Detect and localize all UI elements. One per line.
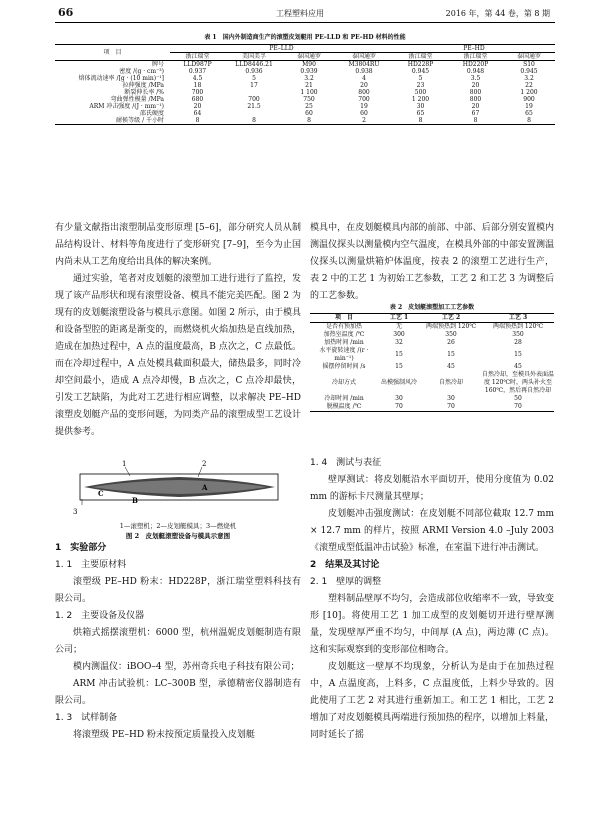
table1-cell: HD228P [407,61,434,68]
table1-cell: 20 [193,103,202,110]
page-number: 66 [58,6,74,19]
table1-cell: 65 [525,110,533,117]
table1-row [55,75,555,82]
table1-cell: 4.5 [192,75,203,82]
table1-cell: 0.939 [300,68,318,75]
table1-cell: 700 [248,96,260,103]
table1-cell: 800 [469,96,482,103]
table1 [55,44,555,125]
table1-cell [225,110,283,117]
table1-cell: M3804RU [348,61,380,68]
table1-cell: 8 [283,117,335,125]
table1-property: 熔体流动速率 /[g · (10 min)⁻¹] [78,75,164,82]
table1-cell: 20 [471,103,480,110]
table1-cell: 17 [250,82,258,89]
table1-row [55,117,555,125]
table1-cell: 2 [335,117,393,125]
table2-cell: 26 [447,339,455,346]
table2-cell: 50 [514,395,522,402]
table1-maker: 泰国通罗 [503,53,555,61]
table1-cell: 19 [525,103,533,110]
table1-caption: 表 1 国内外制造商生产的滚塑皮划艇用 PE–LLD 和 PE–HD 材料的性能 [204,34,406,41]
table1-cell: 30 [416,103,425,110]
table1-property: 密度 /(g · cm⁻³) [119,68,164,75]
table2 [310,313,554,412]
table2-cell: 冷却时间 /min [324,395,364,402]
journal-title: 工程塑料应用 [276,9,324,18]
table1-cell: 0.937 [188,68,207,75]
table1-property: 邵氏硬度 [139,110,164,117]
leader-line-1 [125,467,130,476]
table1-group-hd: PE–HD [393,45,555,53]
table1-item-header: 项 目 [55,45,170,61]
table1-cell: 1 100 [300,89,318,96]
table2-header: 工艺 1 [378,314,420,323]
table2-cell: 350 [512,331,524,338]
thickness-test-text: 壁厚测试：将皮划艇沿水平面切开，使用分度值为 0.02 mm 的游标卡尺测量其壁厚； [310,475,554,502]
equipment-2: 模内测温仪：iBOO–4 型，苏州奇兵电子科技有限公司； [73,662,300,672]
table1-cell: 0.936 [245,68,263,75]
table1-cell: 0.945 [411,68,430,75]
table1-cell: 25 [305,103,313,110]
point-c-label: C [98,489,104,498]
table1-cell: 64 [193,110,202,117]
table1-cell: 23 [416,82,425,89]
table2-cell: 15 [447,351,455,358]
table1-cell: 60 [360,110,368,117]
table1-cell: HD220P [462,61,489,68]
table1-cell: 8 [393,117,448,125]
table2-cell: 两端预热到 120℃ [492,323,544,330]
table1-cell: 3.5 [470,75,481,82]
table1-property: 弯曲弹性模量 /MPa [110,96,164,103]
table2-cell: 30 [447,395,455,402]
table2-row [310,371,554,395]
table1-maker: 浙江瑞堂 [393,53,448,61]
table1-cell: S10 [523,61,535,68]
table1-property: 拉伸强度 /MPa [122,82,164,89]
material-text: 滚塑级 PE–HD 粉末：HD228P，浙江瑞堂塑料科技有限公司。 [55,577,301,604]
table1-cell: 0.945 [520,68,538,75]
equipment-3: ARM 冲击试验机：LC–300B 型，承德精密仪器制造有限公司。 [55,679,301,706]
table1-cell: 0.948 [466,68,485,75]
table2-cell: 70 [420,403,482,412]
results-paragraph-1: 塑料制品壁厚不均匀，会造成部位收缩率不一致，导致变形 [10]。将使用工艺 1 加工成型的皮划艇切开进行壁厚测量，发现壁厚严重不均匀，中间厚 (A 点)，两边薄 (C 点)。这和实际观察到的变形部位相吻合。 [310,594,554,655]
section2-heading: 2 结果及其讨论 [310,560,380,570]
table2-cell: 出模强制风冷 [380,379,417,386]
table2-cell: 28 [514,339,522,346]
table1-maker: 泰国通罗 [283,53,335,61]
right-column-bottom [310,455,554,744]
table1-cell: 680 [191,96,204,103]
table1-row [55,82,555,89]
section21-heading: 2. 1 壁厚的调整 [310,577,382,587]
table1-cell: 3.2 [304,75,314,82]
table1-row [55,61,555,69]
header-rule [55,22,555,23]
table2-cell: 15 [514,351,522,358]
figure-label-3: 3 [73,508,78,516]
table1-cell: 1 200 [411,96,430,103]
right-column-top [310,220,554,305]
table1-cell: LLD8446.21 [235,61,273,68]
table2-cell: 无 [395,323,402,330]
table2-row [310,347,554,363]
table1-cell: M90 [302,61,316,68]
table1-cell: 800 [358,89,370,96]
table2-cell: 350 [445,331,457,338]
figure-label-2: 2 [202,460,207,468]
table1-property: 耐候等级 / 千小时 [55,117,170,125]
table2-cell: 加热时间 /min [324,339,364,346]
table1-cell: 3.2 [524,75,534,82]
figure-label-1: 1 [122,460,127,468]
table2-caption: 表 2 皮划艇滚塑加工工艺参数 [389,304,475,311]
table2-header: 项 目 [310,314,378,323]
section14-heading: 1. 4 测试与表征 [310,458,382,468]
table1-cell: 20 [360,82,368,89]
table1-cell: 8 [503,117,555,125]
table2-cell: 自然冷却 [438,379,463,386]
table1-cell [225,89,283,96]
table1-cell: 750 [303,96,315,103]
table2-cell: 是否有预加热 [325,323,362,330]
leader-line-2 [198,467,202,477]
table2-row [310,395,554,403]
table1-maker: 美国美孚 [225,53,283,61]
section13-heading: 1. 3 试样制备 [55,713,118,723]
table1-cell: 8 [170,117,225,125]
table1-row [55,103,555,110]
table1-row [55,96,555,103]
table2-header-row [310,314,554,323]
table1-cell: 20 [471,82,480,89]
sample-prep-text: 将滚塑级 PE–HD 粉末按预定质量投入皮划艇 [73,730,255,740]
table1-cell: LLD987P [183,61,212,68]
issue-info: 2016 年，第 44 卷，第 8 期 [445,9,550,18]
table1-cell: 65 [416,110,425,117]
point-b-label: B [132,496,138,505]
table1-cell: 5 [252,75,256,82]
table2-cell: 水平旋转速度 /(r · min⁻¹) [319,347,369,362]
table2-row [310,363,554,371]
table1-cell: 700 [358,96,370,103]
figure2-diagram [70,458,285,520]
section12-heading: 1. 2 主要设备及仪器 [55,611,145,621]
table2-cell: 70 [482,403,554,412]
table1-cell: 4 [362,75,366,82]
method-paragraph: 通过实验，笔者对皮划艇的滚塑加工进行进行了监控，发现了该产品形状和现有滚塑设备、模具不能完美匹配。图 2 为现有的皮划艇滚塑设备与模具示意图。如图 2 所示，由于模具和设备型腔的距离是渐变的，而燃烧机火焰加热是直线加热，造成在加热过程中，A 点的温度最高，B 点次之，C 点最低。而在冷却过程中，A 点处模具截面积最大，储热最多，同时冷却空间最小，造成 A 点冷却慢，B 点次之，C 点冷却最快，引发工艺缺陷，为此对工艺进行相应调整，以求解决 PE–HD 滚塑皮划艇产品的变形问题，为同类产品的滚塑成型工艺设计提供参考。 [55,274,301,437]
equipment-1: 烘箱式摇摆滚塑机：6000 型，杭州温妮皮划艇制造有限公司； [55,628,301,655]
table2-row [310,331,554,339]
results-paragraph-2: 皮划艇这一壁厚不均现象，分析认为是由于在加热过程中，A 点温度高，上料多，C 点温度低，上料少导致的。因此使用了工艺 2 对其进行重新加工。和工艺 1 相比，工艺 2 增加了对皮划艇模具两端进行预加热的程序，以增加上料量，同时延长了摇 [310,662,554,740]
section11-heading: 1. 1 主要原材料 [55,560,127,570]
section1-heading: 1 实验部分 [55,543,107,553]
table1-cell: 900 [523,96,535,103]
point-a-label: A [202,483,208,492]
table2-cell: 300 [393,331,405,338]
table2-cell: 冷却方式 [331,379,356,386]
table1-cell: 67 [471,110,480,117]
table1-cell: 60 [305,110,313,117]
table2-cell: 15 [395,363,403,370]
table2-cell: 45 [447,363,455,370]
table1-cell: 22 [525,82,533,89]
table2-cell: 70 [378,403,420,412]
table1-maker: 浙江瑞堂 [170,53,225,61]
table2-row [310,339,554,347]
table1-cell: 19 [360,103,368,110]
experimental-section [55,540,301,744]
table2-cell: 32 [395,339,403,346]
table2-row [310,403,554,412]
table1-row [55,89,555,96]
table1-cell: 8 [225,117,283,125]
table1-cell: 800 [469,89,482,96]
table2-cell: 摇摆停留时间 /s [322,363,366,370]
table1-row [55,110,555,117]
table1-cell: 21.5 [247,103,261,110]
table2-cell: 加热室温度 /℃ [323,331,365,338]
table2-cell: 15 [395,351,403,358]
table2-cell: 30 [395,395,403,402]
table1-property: 断裂伸长率 /% [124,89,164,96]
table1-maker: 泰国通罗 [335,53,393,61]
table1-group-lld: PE–LLD [170,45,393,53]
table1-cell: 21 [305,82,313,89]
table1-property: 牌号 [151,61,164,68]
table1-cell: 8 [448,117,503,125]
table2-cell: 脱模温度 /℃ [310,403,378,412]
table1-cell: 18 [193,82,202,89]
figure2-caption: 图 2 皮划艇滚塑设备与模具示意图 [125,532,231,540]
table1-cell: 0.938 [355,68,373,75]
intro-paragraph: 有少量文献指出滚塑制品变形原理 [5–6]，部分研究人员从制品结构设计、材料等角度进行了变形研究 [7–9]，至今为止国内尚未从工艺角度给出具体的解决案例。 [55,223,301,267]
table2-cell: 自然冷却，至模具外表面温度 120℃时，两头补火至 160℃，然后再自然冷却 [482,371,555,394]
impact-test-text: 皮划艇冲击强度测试：在皮划艇不同部位截取 12.7 mm × 12.7 mm 的样片，按照 ARMI Version 4.0 –July 2003《滚塑成型低温冲击试验》标准，在室温下进行冲击测试。 [310,509,554,553]
left-column [55,220,301,441]
table1-cell: 500 [414,89,427,96]
table1-cell: 700 [191,89,204,96]
table2-cell: 两端预热到 120℃ [425,323,477,330]
table1-maker: 浙江瑞堂 [448,53,503,61]
table2-header: 工艺 3 [482,314,554,323]
table2-cell: 45 [514,363,522,370]
table1-row [55,68,555,75]
table1-property: ARM 冲击强度 /(J · mm⁻¹) [89,103,164,110]
table1-cell: 1 200 [520,89,538,96]
table1-cell: 5 [418,75,423,82]
table2-row [310,323,554,332]
table2-header: 工艺 2 [420,314,482,323]
figure2-legend: 1—滚塑机；2—皮划艇模具；3—燃烧机 [119,522,237,530]
sample-prep-continued: 模具中，在皮划艇模具内部的前部、中部、后部分别安置模内测温仪探头以测量模内空气温度，在模具外部的中部安置测温仪探头以测量烘箱炉体温度，按表 2 的滚塑工艺进行生产，表 2 中的工艺 1 为初始工艺参数，工艺 2 和工艺 3 为调整后的工艺参数。 [310,223,554,301]
